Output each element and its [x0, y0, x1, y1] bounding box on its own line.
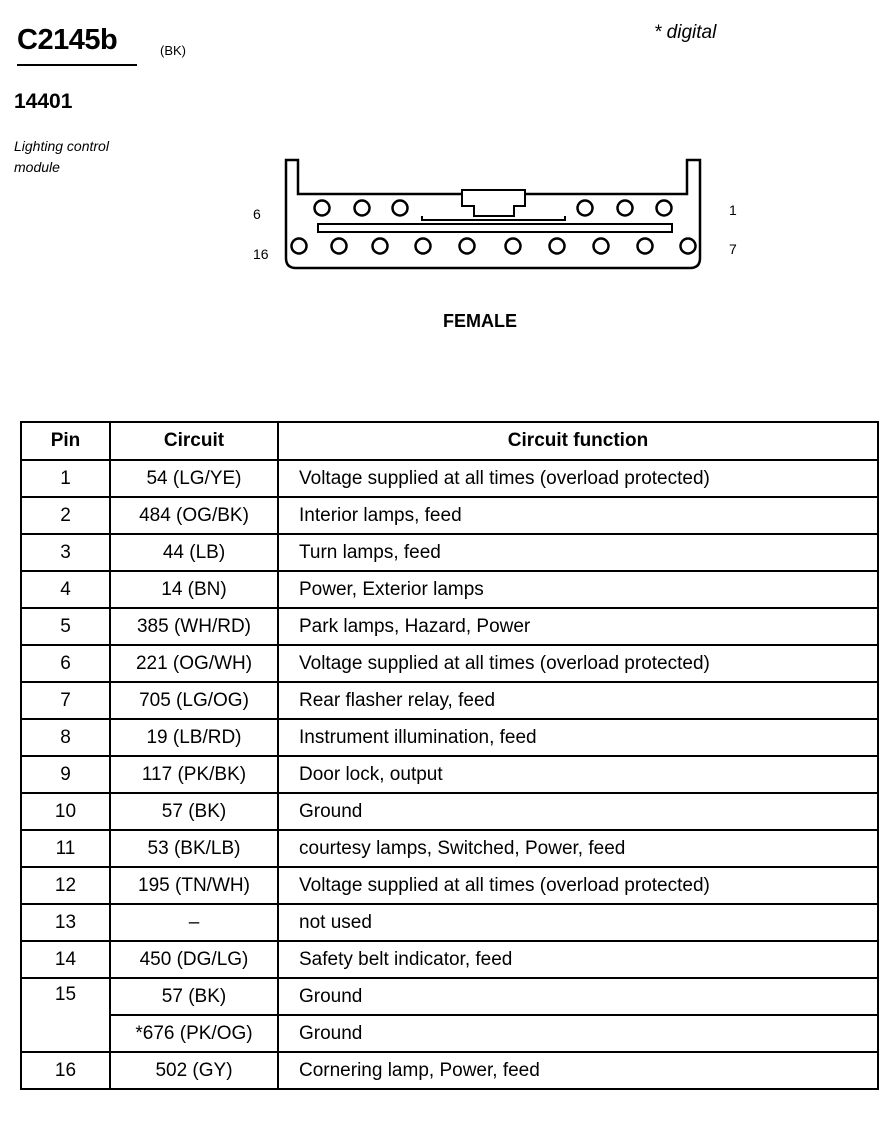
circuit-cell: 57 (BK): [110, 978, 278, 1015]
pin-cell: 13: [21, 904, 110, 941]
table-row: [21, 571, 878, 608]
table-row: [21, 645, 878, 682]
pin-hole-13: [416, 239, 431, 254]
circuit-cell: 705 (LG/OG): [110, 682, 278, 719]
module-description: Lighting control module: [14, 138, 109, 175]
pin-hole-14: [373, 239, 388, 254]
pin-cell: 1: [21, 460, 110, 497]
circuit-cell: 221 (OG/WH): [110, 645, 278, 682]
pin-hole-10: [550, 239, 565, 254]
table-row: [21, 1015, 878, 1052]
table-row: [21, 497, 878, 534]
part-number: 14401: [14, 90, 73, 113]
function-cell: Cornering lamp, Power, feed: [278, 1052, 878, 1089]
pin-cell: 6: [21, 645, 110, 682]
pin-cell: 12: [21, 867, 110, 904]
circuit-cell: –: [110, 904, 278, 941]
function-cell: Turn lamps, feed: [278, 534, 878, 571]
function-cell: Voltage supplied at all times (overload protected): [278, 460, 878, 497]
circuit-cell: 53 (BK/LB): [110, 830, 278, 867]
pin-hole-16: [292, 239, 307, 254]
circuit-cell: 44 (LB): [110, 534, 278, 571]
table-row: [21, 904, 878, 941]
gender-label: FEMALE: [443, 311, 517, 331]
connector-latch: [462, 190, 525, 216]
pin-hole-12: [460, 239, 475, 254]
circuit-cell: *676 (PK/OG): [110, 1015, 278, 1052]
pin-hole-6: [315, 201, 330, 216]
pin-cell: 3: [21, 534, 110, 571]
pin-cell: 14: [21, 941, 110, 978]
pin-hole-11: [506, 239, 521, 254]
pin-hole-1: [657, 201, 672, 216]
circuit-cell: 502 (GY): [110, 1052, 278, 1089]
header-pin: Pin: [21, 422, 110, 460]
function-cell: Voltage supplied at all times (overload protected): [278, 645, 878, 682]
connector-id: C2145b: [17, 24, 118, 56]
pin-cell: 7: [21, 682, 110, 719]
function-cell: Voltage supplied at all times (overload protected): [278, 867, 878, 904]
pin-label-1: 1: [729, 202, 737, 218]
function-cell: Park lamps, Hazard, Power: [278, 608, 878, 645]
function-cell: Ground: [278, 1015, 878, 1052]
pin-cell: 4: [21, 571, 110, 608]
table-row: [21, 1052, 878, 1089]
pin-cell: 5: [21, 608, 110, 645]
table-row: [21, 830, 878, 867]
pin-hole-9: [594, 239, 609, 254]
function-cell: Safety belt indicator, feed: [278, 941, 878, 978]
circuit-cell: 385 (WH/RD): [110, 608, 278, 645]
function-cell: Door lock, output: [278, 756, 878, 793]
table-row: [21, 534, 878, 571]
pin-cell: 11: [21, 830, 110, 867]
table-row: [21, 793, 878, 830]
pin-hole-8: [638, 239, 653, 254]
function-cell: Ground: [278, 793, 878, 830]
pin-hole-5: [355, 201, 370, 216]
function-cell: not used: [278, 904, 878, 941]
pin-hole-3: [578, 201, 593, 216]
pin-hole-15: [332, 239, 347, 254]
circuit-cell: 57 (BK): [110, 793, 278, 830]
circuit-cell: 19 (LB/RD): [110, 719, 278, 756]
pin-hole-4: [393, 201, 408, 216]
pin-cell: 8: [21, 719, 110, 756]
function-cell: Ground: [278, 978, 878, 1015]
table-row: [21, 460, 878, 497]
connector-diagram: [240, 150, 720, 280]
function-cell: Power, Exterior lamps: [278, 571, 878, 608]
circuit-cell: 450 (DG/LG): [110, 941, 278, 978]
table-row: [21, 682, 878, 719]
table-row: [21, 941, 878, 978]
pin-table: [20, 421, 879, 1090]
table-row: [21, 978, 878, 1015]
function-cell: Instrument illumination, feed: [278, 719, 878, 756]
pin-cell: 10: [21, 793, 110, 830]
pin-label-6: 6: [253, 206, 261, 222]
pin-hole-7: [681, 239, 696, 254]
connector-color-code: (BK): [160, 43, 186, 58]
header-function: Circuit function: [278, 422, 878, 460]
table-row: [21, 608, 878, 645]
circuit-cell: 54 (LG/YE): [110, 460, 278, 497]
header-circuit: Circuit: [110, 422, 278, 460]
pin-cell: 15: [21, 978, 110, 1052]
pin-label-7: 7: [729, 241, 737, 257]
circuit-cell: 117 (PK/BK): [110, 756, 278, 793]
circuit-cell: 484 (OG/BK): [110, 497, 278, 534]
table-row: [21, 756, 878, 793]
circuit-cell: 195 (TN/WH): [110, 867, 278, 904]
title-underline: [17, 64, 137, 66]
function-cell: Rear flasher relay, feed: [278, 682, 878, 719]
table-header-row: [21, 422, 878, 460]
pin-cell: 16: [21, 1052, 110, 1089]
key-rail: [318, 224, 672, 232]
pin-hole-2: [618, 201, 633, 216]
table-row: [21, 867, 878, 904]
function-cell: Interior lamps, feed: [278, 497, 878, 534]
digital-note: * digital: [654, 22, 717, 43]
pin-label-16: 16: [253, 246, 269, 262]
circuit-cell: 14 (BN): [110, 571, 278, 608]
function-cell: courtesy lamps, Switched, Power, feed: [278, 830, 878, 867]
pin-cell: 9: [21, 756, 110, 793]
table-row: [21, 719, 878, 756]
pin-cell: 2: [21, 497, 110, 534]
